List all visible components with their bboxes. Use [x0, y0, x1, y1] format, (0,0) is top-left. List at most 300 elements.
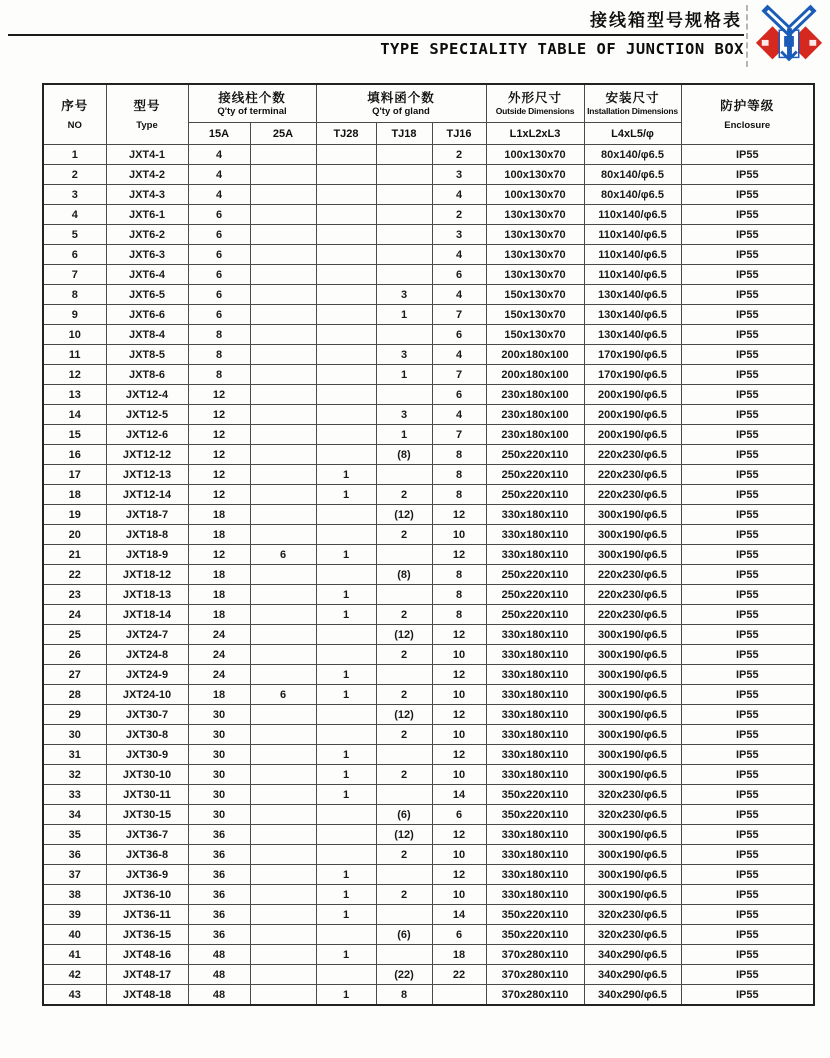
table-row	[43, 225, 814, 245]
cell-terminal-15a: 8	[188, 325, 250, 345]
cell-gland-tj18: 1	[376, 425, 432, 445]
cell-terminal-25a	[250, 485, 316, 505]
cell-terminal-25a	[250, 985, 316, 1006]
cell-gland-tj18	[376, 385, 432, 405]
cell-gland-tj16: 7	[432, 305, 486, 325]
table-row	[43, 465, 814, 485]
cell-gland-tj16: 8	[432, 585, 486, 605]
col-subheader-tj16: TJ16	[432, 123, 486, 145]
cell-enclosure: IP55	[681, 325, 814, 345]
cell-no: 7	[43, 265, 106, 285]
cell-gland-tj28	[316, 265, 376, 285]
cell-no: 37	[43, 865, 106, 885]
cell-installation-dimensions: 110x140/φ6.5	[584, 265, 681, 285]
cell-enclosure: IP55	[681, 305, 814, 325]
cell-no: 12	[43, 365, 106, 385]
cell-gland-tj18: (8)	[376, 445, 432, 465]
table-row	[43, 985, 814, 1006]
cell-enclosure: IP55	[681, 625, 814, 645]
cell-type: JXT6-4	[106, 265, 188, 285]
cell-gland-tj18	[376, 665, 432, 685]
cell-gland-tj18: 1	[376, 305, 432, 325]
col-header-install-en: Installation Dimensions	[587, 105, 678, 116]
cell-gland-tj18	[376, 145, 432, 165]
table-row	[43, 445, 814, 465]
table-row	[43, 925, 814, 945]
table-row	[43, 265, 814, 285]
table-row	[43, 505, 814, 525]
cell-type: JXT18-12	[106, 565, 188, 585]
cell-no: 24	[43, 605, 106, 625]
table-row	[43, 965, 814, 985]
cell-enclosure: IP55	[681, 505, 814, 525]
cell-no: 8	[43, 285, 106, 305]
table-row	[43, 865, 814, 885]
cell-outside-dimensions: 230x180x100	[486, 405, 584, 425]
cell-terminal-25a	[250, 325, 316, 345]
cell-gland-tj16: 12	[432, 745, 486, 765]
cell-enclosure: IP55	[681, 805, 814, 825]
cell-gland-tj28	[316, 525, 376, 545]
col-header-outside-zh: 外形尺寸	[508, 90, 563, 105]
cell-gland-tj18: 2	[376, 725, 432, 745]
cell-outside-dimensions: 330x180x110	[486, 725, 584, 745]
cell-type: JXT4-3	[106, 185, 188, 205]
cell-gland-tj18	[376, 245, 432, 265]
cell-type: JXT4-2	[106, 165, 188, 185]
cell-terminal-25a	[250, 205, 316, 225]
col-subheader-25a: 25A	[250, 123, 316, 145]
cell-outside-dimensions: 330x180x110	[486, 865, 584, 885]
cell-no: 5	[43, 225, 106, 245]
cell-outside-dimensions: 370x280x110	[486, 985, 584, 1006]
cell-terminal-15a: 30	[188, 805, 250, 825]
cell-gland-tj28: 1	[316, 585, 376, 605]
cell-no: 27	[43, 665, 106, 685]
cell-terminal-25a	[250, 365, 316, 385]
cell-gland-tj28: 1	[316, 985, 376, 1006]
cell-type: JXT48-17	[106, 965, 188, 985]
cell-outside-dimensions: 100x130x70	[486, 185, 584, 205]
cell-gland-tj16: 2	[432, 145, 486, 165]
col-header-terminal	[188, 84, 316, 123]
cell-enclosure: IP55	[681, 645, 814, 665]
cell-gland-tj16: 4	[432, 245, 486, 265]
cell-type: JXT18-7	[106, 505, 188, 525]
cell-no: 40	[43, 925, 106, 945]
table-row	[43, 345, 814, 365]
cell-terminal-25a	[250, 945, 316, 965]
cell-type: JXT6-5	[106, 285, 188, 305]
cell-terminal-25a	[250, 145, 316, 165]
cell-no: 11	[43, 345, 106, 365]
col-subheader-tj18: TJ18	[376, 123, 432, 145]
cell-outside-dimensions: 330x180x110	[486, 645, 584, 665]
cell-gland-tj18: 3	[376, 345, 432, 365]
cell-gland-tj28	[316, 385, 376, 405]
cell-gland-tj18: (12)	[376, 705, 432, 725]
cell-gland-tj16: 10	[432, 885, 486, 905]
table-row	[43, 585, 814, 605]
table-row	[43, 785, 814, 805]
cell-gland-tj28	[316, 505, 376, 525]
cell-terminal-25a	[250, 885, 316, 905]
cell-outside-dimensions: 330x180x110	[486, 825, 584, 845]
cell-terminal-15a: 6	[188, 305, 250, 325]
col-header-gland-en: Q'ty of gland	[372, 105, 430, 117]
cell-gland-tj18	[376, 465, 432, 485]
cell-gland-tj16: 8	[432, 445, 486, 465]
cell-enclosure: IP55	[681, 465, 814, 485]
brand-emblem-icon	[754, 4, 824, 70]
cell-gland-tj28	[316, 645, 376, 665]
cell-terminal-15a: 6	[188, 285, 250, 305]
cell-gland-tj28	[316, 345, 376, 365]
cell-terminal-25a	[250, 825, 316, 845]
cell-gland-tj28	[316, 825, 376, 845]
table-row	[43, 185, 814, 205]
spec-table-body	[43, 145, 814, 1006]
cell-type: JXT30-9	[106, 745, 188, 765]
cell-gland-tj18	[376, 205, 432, 225]
cell-terminal-25a	[250, 425, 316, 445]
cell-terminal-15a: 12	[188, 465, 250, 485]
junction-box-spec-table	[42, 83, 815, 1006]
cell-gland-tj16: 12	[432, 625, 486, 645]
cell-outside-dimensions: 200x180x100	[486, 365, 584, 385]
cell-gland-tj16: 10	[432, 685, 486, 705]
cell-gland-tj16: 4	[432, 345, 486, 365]
cell-installation-dimensions: 110x140/φ6.5	[584, 245, 681, 265]
cell-gland-tj18	[376, 225, 432, 245]
cell-no: 14	[43, 405, 106, 425]
col-header-type-zh: 型号	[133, 98, 161, 113]
cell-terminal-15a: 18	[188, 505, 250, 525]
cell-type: JXT6-1	[106, 205, 188, 225]
cell-gland-tj28	[316, 185, 376, 205]
table-row	[43, 945, 814, 965]
cell-no: 2	[43, 165, 106, 185]
document-header	[8, 6, 744, 58]
cell-installation-dimensions: 220x230/φ6.5	[584, 565, 681, 585]
cell-type: JXT8-5	[106, 345, 188, 365]
cell-gland-tj28	[316, 425, 376, 445]
cell-enclosure: IP55	[681, 205, 814, 225]
cell-gland-tj16: 6	[432, 265, 486, 285]
cell-enclosure: IP55	[681, 865, 814, 885]
table-row	[43, 745, 814, 765]
cell-gland-tj16: 8	[432, 465, 486, 485]
cell-type: JXT30-11	[106, 785, 188, 805]
cell-gland-tj18: 2	[376, 605, 432, 625]
cell-terminal-25a	[250, 965, 316, 985]
cell-no: 10	[43, 325, 106, 345]
cell-type: JXT48-18	[106, 985, 188, 1006]
cell-gland-tj28	[316, 965, 376, 985]
col-header-no	[43, 84, 106, 145]
cell-gland-tj18	[376, 185, 432, 205]
cell-no: 32	[43, 765, 106, 785]
table-row	[43, 645, 814, 665]
cell-gland-tj16: 3	[432, 225, 486, 245]
cell-terminal-25a	[250, 845, 316, 865]
cell-outside-dimensions: 370x280x110	[486, 965, 584, 985]
cell-outside-dimensions: 250x220x110	[486, 465, 584, 485]
cell-outside-dimensions: 200x180x100	[486, 345, 584, 365]
cell-terminal-15a: 30	[188, 785, 250, 805]
cell-terminal-25a	[250, 525, 316, 545]
cell-gland-tj18: 2	[376, 525, 432, 545]
cell-terminal-15a: 30	[188, 725, 250, 745]
table-row	[43, 905, 814, 925]
cell-outside-dimensions: 330x180x110	[486, 765, 584, 785]
cell-terminal-15a: 12	[188, 425, 250, 445]
cell-no: 31	[43, 745, 106, 765]
col-header-enclosure-en: Enclosure	[724, 119, 771, 131]
cell-type: JXT30-10	[106, 765, 188, 785]
cell-gland-tj18: 3	[376, 405, 432, 425]
cell-gland-tj18: (12)	[376, 625, 432, 645]
cell-type: JXT30-7	[106, 705, 188, 725]
cell-terminal-25a	[250, 345, 316, 365]
cell-enclosure: IP55	[681, 925, 814, 945]
cell-gland-tj18	[376, 745, 432, 765]
cell-no: 1	[43, 145, 106, 165]
cell-gland-tj16: 6	[432, 385, 486, 405]
cell-gland-tj16: 10	[432, 765, 486, 785]
cell-type: JXT12-5	[106, 405, 188, 425]
cell-type: JXT30-8	[106, 725, 188, 745]
cell-type: JXT8-4	[106, 325, 188, 345]
cell-terminal-15a: 36	[188, 845, 250, 865]
cell-type: JXT24-7	[106, 625, 188, 645]
table-row	[43, 165, 814, 185]
cell-installation-dimensions: 200x190/φ6.5	[584, 425, 681, 445]
cell-installation-dimensions: 340x290/φ6.5	[584, 945, 681, 965]
cell-installation-dimensions: 300x190/φ6.5	[584, 685, 681, 705]
table-row	[43, 545, 814, 565]
cell-gland-tj28	[316, 285, 376, 305]
cell-installation-dimensions: 130x140/φ6.5	[584, 285, 681, 305]
cell-terminal-25a	[250, 305, 316, 325]
cell-terminal-15a: 4	[188, 145, 250, 165]
cell-installation-dimensions: 300x190/φ6.5	[584, 725, 681, 745]
cell-outside-dimensions: 130x130x70	[486, 225, 584, 245]
cell-gland-tj18	[376, 325, 432, 345]
cell-enclosure: IP55	[681, 765, 814, 785]
cell-type: JXT30-15	[106, 805, 188, 825]
col-header-no-en: NO	[67, 119, 82, 131]
cell-terminal-25a	[250, 585, 316, 605]
cell-gland-tj16: 6	[432, 925, 486, 945]
cell-installation-dimensions: 340x290/φ6.5	[584, 965, 681, 985]
cell-installation-dimensions: 320x230/φ6.5	[584, 905, 681, 925]
cell-outside-dimensions: 330x180x110	[486, 845, 584, 865]
cell-installation-dimensions: 200x190/φ6.5	[584, 405, 681, 425]
cell-enclosure: IP55	[681, 385, 814, 405]
col-header-enclosure	[681, 84, 814, 145]
cell-gland-tj28: 1	[316, 485, 376, 505]
table-row	[43, 625, 814, 645]
cell-outside-dimensions: 330x180x110	[486, 685, 584, 705]
cell-gland-tj16: 8	[432, 605, 486, 625]
cell-no: 38	[43, 885, 106, 905]
cell-installation-dimensions: 300x190/φ6.5	[584, 885, 681, 905]
table-row	[43, 365, 814, 385]
cell-terminal-15a: 18	[188, 685, 250, 705]
cell-gland-tj16: 4	[432, 405, 486, 425]
cell-outside-dimensions: 100x130x70	[486, 145, 584, 165]
cell-gland-tj18: 2	[376, 885, 432, 905]
cell-terminal-15a: 18	[188, 525, 250, 545]
cell-enclosure: IP55	[681, 665, 814, 685]
cell-enclosure: IP55	[681, 705, 814, 725]
cell-installation-dimensions: 300x190/φ6.5	[584, 665, 681, 685]
cell-gland-tj16: 12	[432, 825, 486, 845]
cell-installation-dimensions: 300x190/φ6.5	[584, 545, 681, 565]
col-header-gland-zh: 填料函个数	[367, 90, 435, 105]
cell-enclosure: IP55	[681, 725, 814, 745]
cell-outside-dimensions: 250x220x110	[486, 565, 584, 585]
cell-type: JXT12-4	[106, 385, 188, 405]
cell-installation-dimensions: 300x190/φ6.5	[584, 745, 681, 765]
cell-no: 42	[43, 965, 106, 985]
cell-terminal-25a	[250, 265, 316, 285]
cell-no: 29	[43, 705, 106, 725]
cell-installation-dimensions: 220x230/φ6.5	[584, 585, 681, 605]
cell-gland-tj18	[376, 265, 432, 285]
cell-no: 33	[43, 785, 106, 805]
cell-terminal-15a: 24	[188, 645, 250, 665]
cell-enclosure: IP55	[681, 605, 814, 625]
cell-enclosure: IP55	[681, 425, 814, 445]
cell-type: JXT6-2	[106, 225, 188, 245]
table-row	[43, 725, 814, 745]
cell-outside-dimensions: 130x130x70	[486, 245, 584, 265]
cell-installation-dimensions: 130x140/φ6.5	[584, 305, 681, 325]
header-dashed-separator	[746, 5, 748, 67]
cell-gland-tj28	[316, 365, 376, 385]
cell-terminal-15a: 6	[188, 225, 250, 245]
cell-terminal-25a	[250, 865, 316, 885]
table-row	[43, 665, 814, 685]
cell-outside-dimensions: 330x180x110	[486, 625, 584, 645]
cell-gland-tj28: 1	[316, 865, 376, 885]
cell-terminal-15a: 24	[188, 665, 250, 685]
cell-enclosure: IP55	[681, 845, 814, 865]
cell-type: JXT36-11	[106, 905, 188, 925]
cell-gland-tj16: 12	[432, 545, 486, 565]
cell-enclosure: IP55	[681, 185, 814, 205]
cell-gland-tj16: 7	[432, 365, 486, 385]
cell-gland-tj16: 12	[432, 505, 486, 525]
cell-gland-tj18: 2	[376, 765, 432, 785]
cell-type: JXT6-3	[106, 245, 188, 265]
cell-type: JXT24-8	[106, 645, 188, 665]
cell-terminal-25a	[250, 765, 316, 785]
cell-installation-dimensions: 300x190/φ6.5	[584, 865, 681, 885]
cell-enclosure: IP55	[681, 365, 814, 385]
cell-gland-tj16: 6	[432, 805, 486, 825]
cell-gland-tj28	[316, 705, 376, 725]
cell-gland-tj28	[316, 725, 376, 745]
cell-outside-dimensions: 150x130x70	[486, 325, 584, 345]
cell-gland-tj16: 8	[432, 485, 486, 505]
cell-terminal-15a: 6	[188, 205, 250, 225]
cell-type: JXT12-14	[106, 485, 188, 505]
cell-gland-tj16: 12	[432, 705, 486, 725]
cell-outside-dimensions: 330x180x110	[486, 745, 584, 765]
cell-outside-dimensions: 230x180x100	[486, 425, 584, 445]
cell-installation-dimensions: 300x190/φ6.5	[584, 645, 681, 665]
cell-no: 39	[43, 905, 106, 925]
cell-no: 18	[43, 485, 106, 505]
cell-no: 35	[43, 825, 106, 845]
table-row	[43, 205, 814, 225]
cell-installation-dimensions: 300x190/φ6.5	[584, 825, 681, 845]
cell-enclosure: IP55	[681, 265, 814, 285]
cell-type: JXT36-9	[106, 865, 188, 885]
cell-enclosure: IP55	[681, 525, 814, 545]
cell-type: JXT24-10	[106, 685, 188, 705]
cell-enclosure: IP55	[681, 345, 814, 365]
cell-enclosure: IP55	[681, 965, 814, 985]
cell-no: 43	[43, 985, 106, 1006]
cell-outside-dimensions: 350x220x110	[486, 905, 584, 925]
cell-terminal-15a: 6	[188, 265, 250, 285]
cell-gland-tj28: 1	[316, 605, 376, 625]
cell-type: JXT48-16	[106, 945, 188, 965]
cell-terminal-15a: 36	[188, 925, 250, 945]
cell-outside-dimensions: 330x180x110	[486, 885, 584, 905]
cell-enclosure: IP55	[681, 245, 814, 265]
cell-type: JXT12-13	[106, 465, 188, 485]
cell-gland-tj18: 1	[376, 365, 432, 385]
cell-gland-tj28	[316, 925, 376, 945]
cell-type: JXT12-12	[106, 445, 188, 465]
cell-gland-tj16: 10	[432, 645, 486, 665]
table-row	[43, 705, 814, 725]
table-row	[43, 485, 814, 505]
cell-type: JXT6-6	[106, 305, 188, 325]
cell-type: JXT12-6	[106, 425, 188, 445]
cell-outside-dimensions: 250x220x110	[486, 445, 584, 465]
cell-installation-dimensions: 170x190/φ6.5	[584, 365, 681, 385]
cell-no: 17	[43, 465, 106, 485]
cell-installation-dimensions: 80x140/φ6.5	[584, 145, 681, 165]
table-row	[43, 605, 814, 625]
cell-enclosure: IP55	[681, 945, 814, 965]
table-row	[43, 885, 814, 905]
cell-terminal-25a	[250, 805, 316, 825]
cell-type: JXT18-9	[106, 545, 188, 565]
col-header-install-zh: 安装尺寸	[605, 90, 660, 105]
cell-gland-tj28: 1	[316, 745, 376, 765]
cell-outside-dimensions: 330x180x110	[486, 505, 584, 525]
cell-gland-tj18: 2	[376, 485, 432, 505]
cell-enclosure: IP55	[681, 445, 814, 465]
cell-gland-tj28	[316, 445, 376, 465]
cell-enclosure: IP55	[681, 485, 814, 505]
cell-gland-tj18	[376, 785, 432, 805]
cell-gland-tj18: (8)	[376, 565, 432, 585]
table-row	[43, 305, 814, 325]
table-row	[43, 765, 814, 785]
cell-terminal-15a: 48	[188, 985, 250, 1006]
cell-installation-dimensions: 220x230/φ6.5	[584, 485, 681, 505]
cell-terminal-15a: 18	[188, 565, 250, 585]
cell-outside-dimensions: 250x220x110	[486, 585, 584, 605]
